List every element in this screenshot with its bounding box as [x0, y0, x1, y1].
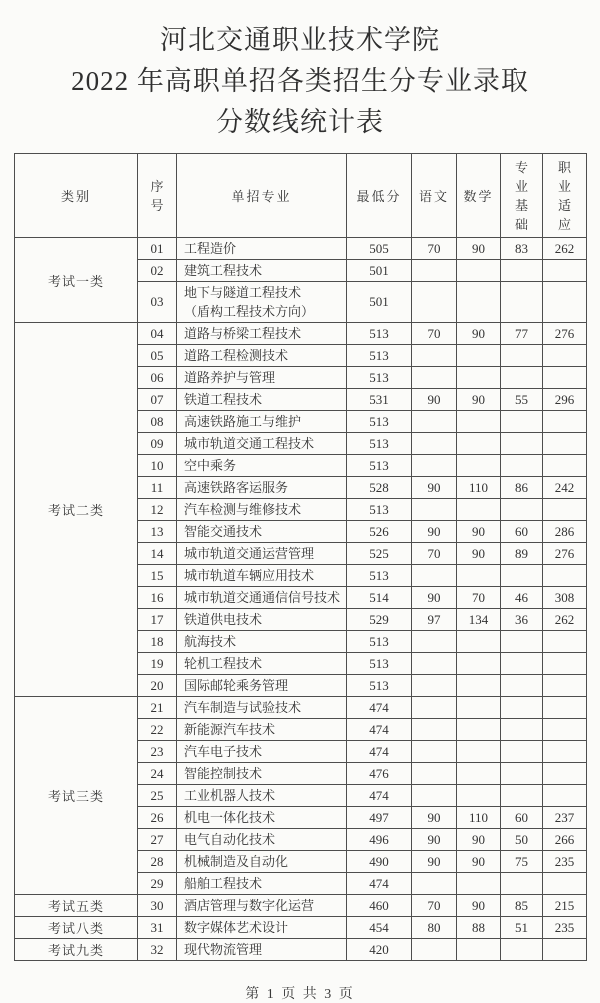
major-cell: 城市轨道交通通信信号技术 [177, 587, 347, 609]
major-basis-score-cell [501, 873, 543, 895]
math-score-cell [457, 260, 501, 282]
occupation-score-cell [543, 411, 587, 433]
chinese-score-cell [412, 631, 457, 653]
major-basis-score-cell [501, 367, 543, 389]
major-basis-score-cell: 85 [501, 895, 543, 917]
title-line-2: 2022 年高职单招各类招生分专业录取 [71, 66, 529, 96]
min-score-cell: 501 [347, 260, 412, 282]
min-score-cell: 513 [347, 433, 412, 455]
major-basis-score-cell [501, 939, 543, 961]
min-score-cell: 460 [347, 895, 412, 917]
chinese-score-cell [412, 939, 457, 961]
occupation-score-cell [543, 675, 587, 697]
chinese-score-cell [412, 455, 457, 477]
min-score-cell: 525 [347, 543, 412, 565]
major-basis-score-cell: 86 [501, 477, 543, 499]
title-line-1: 河北交通职业技术学院 [160, 25, 440, 55]
major-basis-score-cell: 77 [501, 323, 543, 345]
chinese-score-cell: 70 [412, 323, 457, 345]
chinese-score-cell: 90 [412, 587, 457, 609]
seq-cell: 05 [138, 345, 177, 367]
occupation-score-cell: 235 [543, 851, 587, 873]
major-cell: 船舶工程技术 [177, 873, 347, 895]
min-score-cell: 420 [347, 939, 412, 961]
occupation-score-cell: 308 [543, 587, 587, 609]
math-score-cell [457, 499, 501, 521]
major-cell: 智能控制技术 [177, 763, 347, 785]
math-score-cell [457, 565, 501, 587]
min-score-cell: 513 [347, 367, 412, 389]
seq-cell: 07 [138, 389, 177, 411]
seq-cell: 26 [138, 807, 177, 829]
math-score-cell: 90 [457, 829, 501, 851]
table-row [15, 238, 587, 260]
min-score-cell: 514 [347, 587, 412, 609]
major-basis-score-cell: 36 [501, 609, 543, 631]
math-score-cell [457, 653, 501, 675]
seq-cell: 06 [138, 367, 177, 389]
math-score-cell [457, 433, 501, 455]
min-score-cell: 474 [347, 719, 412, 741]
major-cell: 城市轨道交通运营管理 [177, 543, 347, 565]
min-score-cell: 513 [347, 565, 412, 587]
seq-cell: 16 [138, 587, 177, 609]
major-basis-score-cell: 46 [501, 587, 543, 609]
header-occupation-label: 职业适应 [558, 159, 572, 232]
seq-cell: 04 [138, 323, 177, 345]
major-cell: 智能交通技术 [177, 521, 347, 543]
major-cell: 新能源汽车技术 [177, 719, 347, 741]
chinese-score-cell: 70 [412, 895, 457, 917]
major-basis-score-cell [501, 499, 543, 521]
major-cell: 空中乘务 [177, 455, 347, 477]
page-footer: 第 1 页 共 3 页 [245, 987, 355, 1002]
min-score-cell: 476 [347, 763, 412, 785]
min-score-cell: 513 [347, 411, 412, 433]
major-basis-score-cell: 60 [501, 807, 543, 829]
seq-cell: 32 [138, 939, 177, 961]
occupation-score-cell: 262 [543, 609, 587, 631]
major-basis-score-cell [501, 282, 543, 323]
math-score-cell [457, 411, 501, 433]
min-score-cell: 513 [347, 455, 412, 477]
seq-cell: 10 [138, 455, 177, 477]
major-basis-score-cell [501, 763, 543, 785]
math-score-cell [457, 367, 501, 389]
category-cell: 考试二类 [15, 323, 138, 697]
min-score-cell: 505 [347, 238, 412, 260]
occupation-score-cell: 235 [543, 917, 587, 939]
major-cell: 城市轨道车辆应用技术 [177, 565, 347, 587]
major-basis-score-cell [501, 697, 543, 719]
math-score-cell [457, 873, 501, 895]
seq-cell: 21 [138, 697, 177, 719]
seq-cell: 18 [138, 631, 177, 653]
min-score-cell: 529 [347, 609, 412, 631]
header-min-score: 最低分 [347, 154, 412, 238]
math-score-cell: 110 [457, 477, 501, 499]
math-score-cell [457, 939, 501, 961]
seq-cell: 22 [138, 719, 177, 741]
chinese-score-cell [412, 719, 457, 741]
seq-cell: 02 [138, 260, 177, 282]
header-chinese: 语文 [412, 154, 457, 238]
chinese-score-cell [412, 499, 457, 521]
major-cell: 汽车电子技术 [177, 741, 347, 763]
occupation-score-cell [543, 433, 587, 455]
min-score-cell: 531 [347, 389, 412, 411]
major-cell: 铁道工程技术 [177, 389, 347, 411]
major-basis-score-cell [501, 631, 543, 653]
category-cell: 考试五类 [15, 895, 138, 917]
occupation-score-cell: 266 [543, 829, 587, 851]
occupation-score-cell: 286 [543, 521, 587, 543]
occupation-score-cell: 237 [543, 807, 587, 829]
major-cell: 现代物流管理 [177, 939, 347, 961]
header-major-basis-label: 专业基础 [515, 159, 529, 232]
chinese-score-cell: 90 [412, 477, 457, 499]
min-score-cell: 513 [347, 499, 412, 521]
header-occupation [543, 154, 587, 238]
seq-cell: 25 [138, 785, 177, 807]
seq-cell: 12 [138, 499, 177, 521]
seq-cell: 29 [138, 873, 177, 895]
seq-cell: 14 [138, 543, 177, 565]
header-row [15, 154, 587, 238]
math-score-cell: 88 [457, 917, 501, 939]
major-basis-score-cell [501, 411, 543, 433]
major-basis-score-cell [501, 433, 543, 455]
chinese-score-cell [412, 433, 457, 455]
chinese-score-cell: 90 [412, 807, 457, 829]
math-score-cell: 90 [457, 389, 501, 411]
seq-cell: 13 [138, 521, 177, 543]
chinese-score-cell [412, 675, 457, 697]
major-cell: 铁道供电技术 [177, 609, 347, 631]
occupation-score-cell [543, 785, 587, 807]
table-row [15, 895, 587, 917]
occupation-score-cell [543, 719, 587, 741]
occupation-score-cell: 242 [543, 477, 587, 499]
major-cell: 机电一体化技术 [177, 807, 347, 829]
major-cell: 汽车检测与维修技术 [177, 499, 347, 521]
chinese-score-cell [412, 411, 457, 433]
min-score-cell: 526 [347, 521, 412, 543]
math-score-cell [457, 741, 501, 763]
seq-cell: 17 [138, 609, 177, 631]
chinese-score-cell [412, 785, 457, 807]
major-cell: 机械制造及自动化 [177, 851, 347, 873]
chinese-score-cell [412, 741, 457, 763]
min-score-cell: 501 [347, 282, 412, 323]
occupation-score-cell [543, 873, 587, 895]
major-cell: 工业机器人技术 [177, 785, 347, 807]
seq-cell: 08 [138, 411, 177, 433]
min-score-cell: 496 [347, 829, 412, 851]
math-score-cell [457, 455, 501, 477]
math-score-cell [457, 697, 501, 719]
major-cell: 数字媒体艺术设计 [177, 917, 347, 939]
chinese-score-cell: 70 [412, 238, 457, 260]
major-basis-score-cell: 55 [501, 389, 543, 411]
major-basis-score-cell [501, 785, 543, 807]
chinese-score-cell [412, 873, 457, 895]
major-basis-score-cell [501, 675, 543, 697]
occupation-score-cell: 215 [543, 895, 587, 917]
header-seq-label: 序号 [150, 178, 164, 213]
header-category: 类别 [15, 154, 138, 238]
major-basis-score-cell [501, 345, 543, 367]
math-score-cell: 90 [457, 851, 501, 873]
occupation-score-cell [543, 367, 587, 389]
score-table [14, 153, 587, 961]
major-cell: 电气自动化技术 [177, 829, 347, 851]
major-cell: 道路与桥梁工程技术 [177, 323, 347, 345]
major-line-2: （盾构工程技术方向） [184, 304, 315, 319]
occupation-score-cell [543, 741, 587, 763]
table-row [15, 323, 587, 345]
chinese-score-cell [412, 653, 457, 675]
major-basis-score-cell [501, 719, 543, 741]
major-basis-score-cell: 89 [501, 543, 543, 565]
seq-cell: 19 [138, 653, 177, 675]
chinese-score-cell: 80 [412, 917, 457, 939]
major-line-1: 地下与隧道工程技术 [184, 285, 302, 300]
major-cell: 高速铁路施工与维护 [177, 411, 347, 433]
table-row [15, 697, 587, 719]
chinese-score-cell: 90 [412, 829, 457, 851]
seq-cell: 15 [138, 565, 177, 587]
math-score-cell: 70 [457, 587, 501, 609]
seq-cell: 31 [138, 917, 177, 939]
occupation-score-cell [543, 565, 587, 587]
chinese-score-cell: 70 [412, 543, 457, 565]
min-score-cell: 513 [347, 323, 412, 345]
major-cell: 高速铁路客运服务 [177, 477, 347, 499]
occupation-score-cell [543, 697, 587, 719]
min-score-cell: 528 [347, 477, 412, 499]
major-basis-score-cell [501, 653, 543, 675]
occupation-score-cell [543, 939, 587, 961]
occupation-score-cell [543, 653, 587, 675]
table-row [15, 917, 587, 939]
title-line-3: 分数线统计表 [216, 107, 384, 137]
chinese-score-cell: 90 [412, 389, 457, 411]
header-math: 数学 [457, 154, 501, 238]
major-cell [177, 282, 347, 323]
math-score-cell: 90 [457, 543, 501, 565]
major-cell: 轮机工程技术 [177, 653, 347, 675]
category-cell: 考试三类 [15, 697, 138, 895]
chinese-score-cell [412, 763, 457, 785]
seq-cell: 24 [138, 763, 177, 785]
occupation-score-cell: 296 [543, 389, 587, 411]
major-cell: 城市轨道交通工程技术 [177, 433, 347, 455]
table-body [15, 238, 587, 961]
min-score-cell: 474 [347, 873, 412, 895]
header-seq [138, 154, 177, 238]
occupation-score-cell [543, 763, 587, 785]
occupation-score-cell: 276 [543, 543, 587, 565]
major-basis-score-cell: 50 [501, 829, 543, 851]
math-score-cell [457, 282, 501, 323]
occupation-score-cell [543, 260, 587, 282]
category-cell: 考试八类 [15, 917, 138, 939]
seq-cell: 27 [138, 829, 177, 851]
min-score-cell: 497 [347, 807, 412, 829]
chinese-score-cell: 97 [412, 609, 457, 631]
seq-cell: 11 [138, 477, 177, 499]
occupation-score-cell [543, 282, 587, 323]
major-cell: 工程造价 [177, 238, 347, 260]
math-score-cell [457, 763, 501, 785]
major-cell: 国际邮轮乘务管理 [177, 675, 347, 697]
category-cell: 考试九类 [15, 939, 138, 961]
major-basis-score-cell: 75 [501, 851, 543, 873]
min-score-cell: 474 [347, 697, 412, 719]
seq-cell: 09 [138, 433, 177, 455]
major-cell: 酒店管理与数字化运营 [177, 895, 347, 917]
math-score-cell: 110 [457, 807, 501, 829]
chinese-score-cell [412, 367, 457, 389]
min-score-cell: 474 [347, 741, 412, 763]
major-basis-score-cell [501, 741, 543, 763]
math-score-cell: 90 [457, 238, 501, 260]
chinese-score-cell [412, 345, 457, 367]
occupation-score-cell [543, 499, 587, 521]
major-basis-score-cell [501, 565, 543, 587]
min-score-cell: 490 [347, 851, 412, 873]
min-score-cell: 513 [347, 631, 412, 653]
header-major: 单招专业 [177, 154, 347, 238]
math-score-cell [457, 675, 501, 697]
header-major-basis [501, 154, 543, 238]
min-score-cell: 513 [347, 345, 412, 367]
math-score-cell [457, 785, 501, 807]
major-basis-score-cell: 60 [501, 521, 543, 543]
seq-cell: 28 [138, 851, 177, 873]
chinese-score-cell: 90 [412, 521, 457, 543]
chinese-score-cell [412, 282, 457, 323]
major-cell: 道路养护与管理 [177, 367, 347, 389]
math-score-cell [457, 631, 501, 653]
occupation-score-cell [543, 345, 587, 367]
math-score-cell: 90 [457, 323, 501, 345]
min-score-cell: 513 [347, 675, 412, 697]
major-cell: 航海技术 [177, 631, 347, 653]
occupation-score-cell: 262 [543, 238, 587, 260]
seq-cell: 20 [138, 675, 177, 697]
major-basis-score-cell [501, 260, 543, 282]
seq-cell: 30 [138, 895, 177, 917]
math-score-cell: 134 [457, 609, 501, 631]
major-cell: 建筑工程技术 [177, 260, 347, 282]
math-score-cell [457, 345, 501, 367]
min-score-cell: 454 [347, 917, 412, 939]
math-score-cell: 90 [457, 895, 501, 917]
chinese-score-cell [412, 697, 457, 719]
min-score-cell: 474 [347, 785, 412, 807]
occupation-score-cell: 276 [543, 323, 587, 345]
major-cell: 汽车制造与试验技术 [177, 697, 347, 719]
math-score-cell [457, 719, 501, 741]
seq-cell: 23 [138, 741, 177, 763]
document-title [0, 0, 600, 143]
occupation-score-cell [543, 455, 587, 477]
chinese-score-cell [412, 565, 457, 587]
seq-cell: 03 [138, 282, 177, 323]
seq-cell: 01 [138, 238, 177, 260]
occupation-score-cell [543, 631, 587, 653]
major-basis-score-cell [501, 455, 543, 477]
major-cell: 道路工程检测技术 [177, 345, 347, 367]
major-basis-score-cell: 51 [501, 917, 543, 939]
math-score-cell: 90 [457, 521, 501, 543]
min-score-cell: 513 [347, 653, 412, 675]
major-basis-score-cell: 83 [501, 238, 543, 260]
chinese-score-cell: 90 [412, 851, 457, 873]
table-row [15, 939, 587, 961]
category-cell: 考试一类 [15, 238, 138, 323]
chinese-score-cell [412, 260, 457, 282]
